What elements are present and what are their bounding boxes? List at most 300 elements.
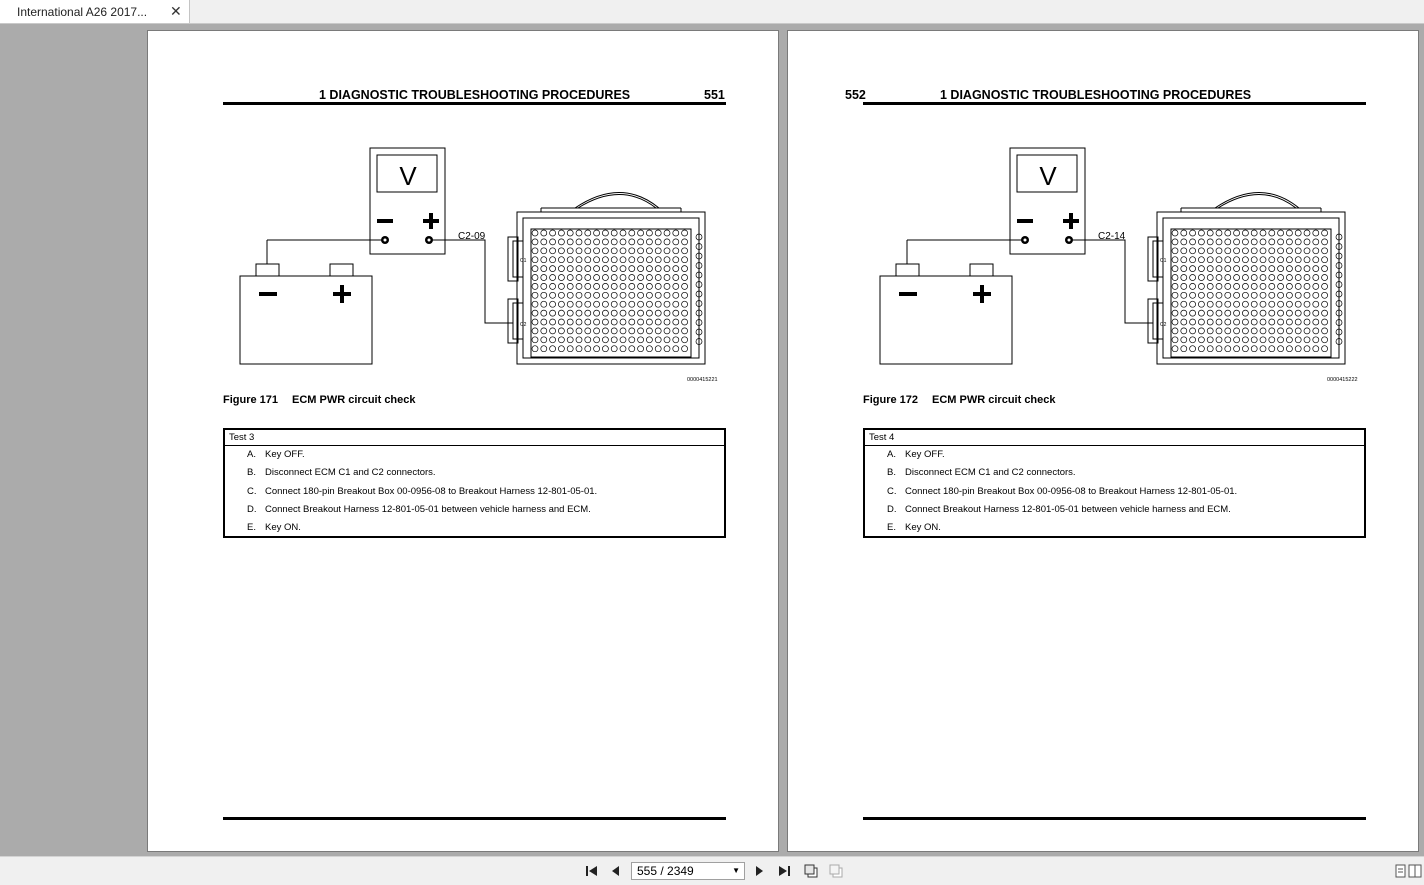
ecm-pin bbox=[1172, 292, 1178, 298]
ecm-pin bbox=[1260, 283, 1266, 289]
ecm-pin bbox=[576, 319, 582, 325]
ecm-pin bbox=[567, 248, 573, 254]
ecm-pin bbox=[655, 257, 661, 263]
ecm-pin bbox=[576, 328, 582, 334]
ecm-pin bbox=[1295, 337, 1301, 343]
ecm-pin bbox=[1278, 275, 1284, 281]
battery bbox=[880, 276, 1012, 364]
test-step bbox=[225, 464, 724, 482]
ecm-pin bbox=[682, 283, 688, 289]
ecm-pin bbox=[638, 310, 644, 316]
ecm-pin bbox=[567, 257, 573, 263]
prev-page-icon[interactable] bbox=[608, 863, 624, 879]
c1-label: C1 bbox=[520, 258, 527, 264]
ecm-pin bbox=[1278, 292, 1284, 298]
ecm-pin bbox=[1190, 337, 1196, 343]
ecm-pin bbox=[1181, 346, 1187, 352]
ecm-pin bbox=[1172, 310, 1178, 316]
test-title: Test 4 bbox=[865, 430, 1364, 446]
header-rule bbox=[863, 102, 1366, 105]
ecm-pin bbox=[611, 275, 617, 281]
ecm-pin bbox=[602, 248, 608, 254]
ecm-pin bbox=[1216, 230, 1222, 236]
figure-code: 0000415222 bbox=[1327, 377, 1358, 383]
ecm-pin bbox=[1181, 301, 1187, 307]
ecm-pin bbox=[1313, 283, 1319, 289]
ecm-pin bbox=[1260, 230, 1266, 236]
ecm-pin bbox=[558, 319, 564, 325]
ecm-pin bbox=[550, 301, 556, 307]
step-text: Connect 180-pin Breakout Box 00-0956-08 to Breakout Harness 12-801-05-01. bbox=[265, 485, 598, 497]
ecm-pin bbox=[1207, 266, 1213, 272]
pin-label: C2-09 bbox=[458, 231, 486, 242]
ecm-pin bbox=[1207, 301, 1213, 307]
close-icon[interactable]: ✕ bbox=[170, 3, 182, 19]
ecm-pin bbox=[1207, 283, 1213, 289]
ecm-pin bbox=[638, 328, 644, 334]
ecm-pin bbox=[1322, 310, 1328, 316]
ecm-pin bbox=[1216, 346, 1222, 352]
ecm-pin bbox=[1313, 248, 1319, 254]
ecm-pin bbox=[594, 337, 600, 343]
ecm-pin bbox=[1181, 328, 1187, 334]
ecm-pin bbox=[1269, 283, 1275, 289]
ecm-pin bbox=[646, 292, 652, 298]
ecm-pin bbox=[1190, 257, 1196, 263]
ecm-pin bbox=[1172, 230, 1178, 236]
ecm-pin bbox=[1225, 230, 1231, 236]
ecm-pin bbox=[646, 248, 652, 254]
ecm-pin bbox=[1216, 310, 1222, 316]
figure-title: ECM PWR circuit check bbox=[932, 394, 1056, 406]
step-text: Disconnect ECM C1 and C2 connectors. bbox=[905, 467, 1076, 479]
header-rule bbox=[223, 102, 726, 105]
ecm-pin bbox=[1242, 248, 1248, 254]
ecm-pin bbox=[1269, 266, 1275, 272]
ecm-pin bbox=[1172, 239, 1178, 245]
ecm-pin bbox=[1304, 310, 1310, 316]
ecm-pin bbox=[629, 257, 635, 263]
ecm-pin bbox=[1181, 230, 1187, 236]
ecm-pin bbox=[1207, 292, 1213, 298]
ecm-pin bbox=[1278, 239, 1284, 245]
ecm-pin bbox=[1198, 230, 1204, 236]
ecm-pin bbox=[576, 337, 582, 343]
ecm-pin bbox=[646, 283, 652, 289]
first-page-icon[interactable] bbox=[584, 863, 600, 879]
ecm-pin bbox=[1172, 266, 1178, 272]
ecm-pin bbox=[1207, 328, 1213, 334]
ecm-pin bbox=[558, 346, 564, 352]
ecm-pin bbox=[1322, 283, 1328, 289]
ecm-pin bbox=[1295, 328, 1301, 334]
step-text: Connect Breakout Harness 12-801-05-01 between vehicle harness and ECM. bbox=[265, 503, 591, 515]
ecm-pin bbox=[1260, 239, 1266, 245]
ecm-pin bbox=[1225, 310, 1231, 316]
ecm-pin bbox=[532, 292, 538, 298]
ecm-pin bbox=[1278, 283, 1284, 289]
ecm-pin bbox=[576, 275, 582, 281]
ecm-pin bbox=[655, 230, 661, 236]
ecm-pin bbox=[664, 266, 670, 272]
circuit-diagram bbox=[223, 141, 726, 391]
ecm-pin bbox=[1278, 346, 1284, 352]
ecm-pin bbox=[664, 239, 670, 245]
ecm-pin bbox=[655, 266, 661, 272]
ecm-pin bbox=[1181, 292, 1187, 298]
ecm-pin bbox=[1207, 337, 1213, 343]
ecm-pin bbox=[629, 337, 635, 343]
page-header-title: 1 DIAGNOSTIC TROUBLESHOOTING PROCEDURES bbox=[940, 88, 1252, 102]
ecm-pin bbox=[1172, 319, 1178, 325]
test-step bbox=[225, 446, 724, 464]
ecm-pin bbox=[673, 328, 679, 334]
ecm-pin bbox=[1304, 292, 1310, 298]
ecm-pin bbox=[1234, 266, 1240, 272]
ecm-pin bbox=[1198, 283, 1204, 289]
ecm-pin bbox=[1234, 239, 1240, 245]
ecm-pin bbox=[620, 266, 626, 272]
ecm-pin bbox=[664, 319, 670, 325]
next-page-icon[interactable] bbox=[751, 863, 767, 879]
test-table bbox=[223, 428, 726, 538]
ecm-pin bbox=[602, 283, 608, 289]
footer-rule bbox=[223, 817, 726, 820]
ecm-pin bbox=[1269, 346, 1275, 352]
ecm-pin bbox=[1172, 301, 1178, 307]
ecm-pin bbox=[1181, 266, 1187, 272]
ecm-pin bbox=[1304, 346, 1310, 352]
ecm-pin bbox=[1269, 328, 1275, 334]
ecm-pin bbox=[1172, 337, 1178, 343]
rotate-icon[interactable] bbox=[803, 863, 819, 879]
ecm-pin bbox=[655, 319, 661, 325]
ecm-pin bbox=[1242, 301, 1248, 307]
ecm-pin bbox=[1181, 257, 1187, 263]
ecm-pin bbox=[532, 257, 538, 263]
ecm-pin bbox=[1242, 310, 1248, 316]
ecm-pin bbox=[1313, 230, 1319, 236]
ecm-pin bbox=[629, 292, 635, 298]
figure-caption bbox=[863, 394, 1056, 406]
ecm-pin bbox=[558, 337, 564, 343]
ecm-pin bbox=[1172, 257, 1178, 263]
ecm-pin bbox=[673, 319, 679, 325]
ecm-pin bbox=[1278, 230, 1284, 236]
ecm-pin bbox=[1242, 328, 1248, 334]
ecm-pin bbox=[585, 230, 591, 236]
ecm-pin bbox=[550, 292, 556, 298]
ecm-pin bbox=[576, 266, 582, 272]
ecm-pin bbox=[1260, 248, 1266, 254]
document-tab[interactable] bbox=[0, 0, 190, 23]
ecm-pin bbox=[532, 266, 538, 272]
circuit-diagram bbox=[863, 141, 1366, 391]
ecm-pin bbox=[1181, 275, 1187, 281]
ecm-pin bbox=[541, 301, 547, 307]
ecm-pin bbox=[1278, 337, 1284, 343]
ecm-pin bbox=[664, 337, 670, 343]
ecm-pin bbox=[532, 319, 538, 325]
ecm-pin bbox=[646, 239, 652, 245]
ecm-pin bbox=[664, 328, 670, 334]
document-viewer[interactable] bbox=[0, 24, 1424, 856]
ecm-pin bbox=[541, 319, 547, 325]
page-number: 551 bbox=[704, 88, 725, 102]
ecm-pin bbox=[1225, 301, 1231, 307]
ecm-pin bbox=[1216, 248, 1222, 254]
test-step bbox=[865, 519, 1364, 537]
ecm-pin bbox=[1207, 248, 1213, 254]
ecm-pin bbox=[594, 283, 600, 289]
ecm-pin bbox=[1234, 275, 1240, 281]
step-letter: D. bbox=[247, 503, 257, 515]
ecm-pin-grid bbox=[532, 230, 702, 352]
ecm-pin bbox=[655, 292, 661, 298]
figure-number: Figure 171 bbox=[223, 394, 279, 406]
ecm-pin bbox=[1198, 239, 1204, 245]
ecm-pin bbox=[646, 337, 652, 343]
ecm-pin bbox=[1242, 292, 1248, 298]
ecm-pin bbox=[638, 275, 644, 281]
ecm-pin bbox=[1313, 346, 1319, 352]
ecm-pin bbox=[594, 248, 600, 254]
ecm-pin bbox=[1234, 292, 1240, 298]
ecm-pin bbox=[1295, 266, 1301, 272]
ecm-pin bbox=[558, 257, 564, 263]
ecm-pin bbox=[576, 257, 582, 263]
tab-bar bbox=[0, 0, 1424, 24]
ecm-pin bbox=[1251, 328, 1257, 334]
test-step bbox=[225, 501, 724, 519]
figure-title: ECM PWR circuit check bbox=[292, 394, 416, 406]
ecm-pin bbox=[585, 346, 591, 352]
ecm-pin bbox=[1216, 283, 1222, 289]
ecm-pin bbox=[1260, 328, 1266, 334]
ecm-pin bbox=[594, 257, 600, 263]
ecm-pin bbox=[1278, 319, 1284, 325]
page-551 bbox=[147, 30, 779, 852]
ecm-pin bbox=[567, 283, 573, 289]
ecm-pin bbox=[673, 248, 679, 254]
facing-view-icon[interactable] bbox=[1408, 863, 1422, 879]
ecm-pin bbox=[1234, 257, 1240, 263]
ecm-pin bbox=[567, 266, 573, 272]
ecm-pin bbox=[682, 337, 688, 343]
ecm-pin bbox=[1295, 257, 1301, 263]
single-page-view-icon[interactable] bbox=[1392, 863, 1408, 879]
ecm-pin bbox=[1216, 239, 1222, 245]
ecm-pin bbox=[1260, 292, 1266, 298]
step-text: Connect 180-pin Breakout Box 00-0956-08 to Breakout Harness 12-801-05-01. bbox=[905, 485, 1238, 497]
ecm-pin bbox=[1295, 346, 1301, 352]
ecm-pin bbox=[576, 230, 582, 236]
ecm-pin bbox=[558, 283, 564, 289]
ecm-pin bbox=[550, 248, 556, 254]
ecm-pin bbox=[682, 275, 688, 281]
ecm-pin bbox=[611, 248, 617, 254]
step-letter: E. bbox=[887, 522, 896, 534]
ecm-pin bbox=[1234, 328, 1240, 334]
ecm-pin bbox=[1207, 257, 1213, 263]
test-title: Test 3 bbox=[225, 430, 724, 446]
ecm-pin bbox=[1313, 301, 1319, 307]
step-letter: A. bbox=[247, 449, 256, 460]
ecm-pin bbox=[1190, 275, 1196, 281]
page-number-input[interactable] bbox=[631, 862, 745, 880]
ecm-pin bbox=[1251, 310, 1257, 316]
ecm-pin bbox=[532, 230, 538, 236]
ecm-pin bbox=[673, 230, 679, 236]
ecm-pin bbox=[602, 310, 608, 316]
ecm-pin bbox=[611, 328, 617, 334]
ecm-pin bbox=[1242, 346, 1248, 352]
ecm-pin bbox=[1304, 239, 1310, 245]
figure-caption bbox=[223, 394, 416, 406]
ecm-pin bbox=[594, 328, 600, 334]
ecm-pin bbox=[576, 346, 582, 352]
ecm-pin bbox=[682, 230, 688, 236]
ecm-pin bbox=[1198, 328, 1204, 334]
ecm-pin bbox=[550, 346, 556, 352]
ecm-pin bbox=[1234, 310, 1240, 316]
test-step bbox=[865, 464, 1364, 482]
page-number: 552 bbox=[845, 88, 866, 102]
step-letter: E. bbox=[247, 522, 256, 534]
ecm-pin bbox=[602, 292, 608, 298]
ecm-pin bbox=[1216, 266, 1222, 272]
ecm-pin bbox=[611, 319, 617, 325]
ecm-pin bbox=[673, 283, 679, 289]
ecm-pin bbox=[1286, 283, 1292, 289]
ecm-pin bbox=[1278, 328, 1284, 334]
ecm-pin bbox=[1269, 319, 1275, 325]
ecm-pin bbox=[541, 248, 547, 254]
ecm-pin bbox=[550, 239, 556, 245]
ecm-pin bbox=[1234, 319, 1240, 325]
ecm-pin bbox=[1242, 283, 1248, 289]
ecm-pin bbox=[646, 230, 652, 236]
ecm-pin bbox=[1278, 257, 1284, 263]
ecm-pin bbox=[664, 301, 670, 307]
ecm-pin bbox=[611, 239, 617, 245]
ecm-pin bbox=[1251, 257, 1257, 263]
ecm-pin bbox=[629, 275, 635, 281]
step-letter: A. bbox=[887, 449, 896, 460]
ecm-pin bbox=[638, 301, 644, 307]
ecm-pin bbox=[1322, 319, 1328, 325]
step-letter: C. bbox=[247, 485, 257, 497]
ecm-pin bbox=[558, 266, 564, 272]
tab-title: International A26 2017... bbox=[17, 5, 148, 19]
ecm-pin bbox=[1313, 328, 1319, 334]
ecm-pin bbox=[1313, 319, 1319, 325]
ecm-pin bbox=[602, 239, 608, 245]
ecm-pin bbox=[664, 257, 670, 263]
ecm-pin bbox=[620, 230, 626, 236]
ecm-pin bbox=[611, 346, 617, 352]
ecm-pin bbox=[1260, 319, 1266, 325]
last-page-icon[interactable] bbox=[776, 863, 792, 879]
ecm-pin bbox=[1234, 248, 1240, 254]
ecm-pin bbox=[1322, 239, 1328, 245]
ecm-pin bbox=[638, 283, 644, 289]
ecm-pin bbox=[646, 346, 652, 352]
ecm-pin bbox=[1207, 275, 1213, 281]
ecm-pin bbox=[567, 346, 573, 352]
page-552 bbox=[787, 30, 1419, 852]
step-letter: D. bbox=[887, 503, 897, 515]
ecm-pin bbox=[585, 283, 591, 289]
ecm-pin bbox=[629, 328, 635, 334]
ecm-pin bbox=[567, 310, 573, 316]
ecm-pin bbox=[1190, 310, 1196, 316]
ecm-pin bbox=[602, 346, 608, 352]
ecm-pin bbox=[585, 275, 591, 281]
c1-label: C1 bbox=[1160, 258, 1167, 264]
ecm-pin bbox=[646, 266, 652, 272]
ecm-pin bbox=[1251, 248, 1257, 254]
ecm-pin bbox=[682, 248, 688, 254]
ecm-pin bbox=[1295, 248, 1301, 254]
copy-icon[interactable] bbox=[828, 863, 844, 879]
chevron-down-icon[interactable]: ▼ bbox=[732, 866, 740, 875]
pin-label: C2-14 bbox=[1098, 231, 1126, 242]
footer-rule bbox=[863, 817, 1366, 820]
ecm-pin bbox=[620, 301, 626, 307]
ecm-pin bbox=[550, 230, 556, 236]
ecm-pin bbox=[585, 266, 591, 272]
ecm-pin bbox=[1242, 266, 1248, 272]
ecm-pin bbox=[1216, 301, 1222, 307]
ecm-pin bbox=[1251, 275, 1257, 281]
ecm-pin bbox=[1286, 248, 1292, 254]
ecm-pin bbox=[620, 346, 626, 352]
ecm-pin bbox=[682, 257, 688, 263]
ecm-pin bbox=[541, 266, 547, 272]
c2-label: C2 bbox=[520, 322, 527, 328]
ecm-pin bbox=[567, 239, 573, 245]
voltmeter-label: V bbox=[1039, 161, 1057, 191]
ecm-pin bbox=[1286, 266, 1292, 272]
ecm-pin bbox=[550, 257, 556, 263]
ecm-pin bbox=[1278, 310, 1284, 316]
ecm-pin bbox=[1225, 292, 1231, 298]
ecm-pin bbox=[1322, 266, 1328, 272]
ecm-pin bbox=[594, 266, 600, 272]
ecm-pin bbox=[541, 239, 547, 245]
ecm-pin bbox=[602, 230, 608, 236]
ecm-pin bbox=[682, 328, 688, 334]
ecm-pin bbox=[1260, 346, 1266, 352]
ecm-pin bbox=[1190, 346, 1196, 352]
ecm-pin bbox=[1269, 239, 1275, 245]
ecm-pin bbox=[1242, 337, 1248, 343]
ecm-pin bbox=[1313, 310, 1319, 316]
ecm-pin bbox=[611, 301, 617, 307]
ecm-pin bbox=[682, 239, 688, 245]
step-text: Key OFF. bbox=[265, 449, 305, 460]
ecm-pin bbox=[1286, 257, 1292, 263]
ecm-pin bbox=[629, 239, 635, 245]
ecm-pin bbox=[585, 248, 591, 254]
ecm-pin bbox=[585, 328, 591, 334]
ecm-pin bbox=[1198, 319, 1204, 325]
ecm-pin bbox=[1190, 239, 1196, 245]
ecm-pin bbox=[664, 275, 670, 281]
ecm-pin bbox=[602, 257, 608, 263]
ecm-pin bbox=[1295, 230, 1301, 236]
